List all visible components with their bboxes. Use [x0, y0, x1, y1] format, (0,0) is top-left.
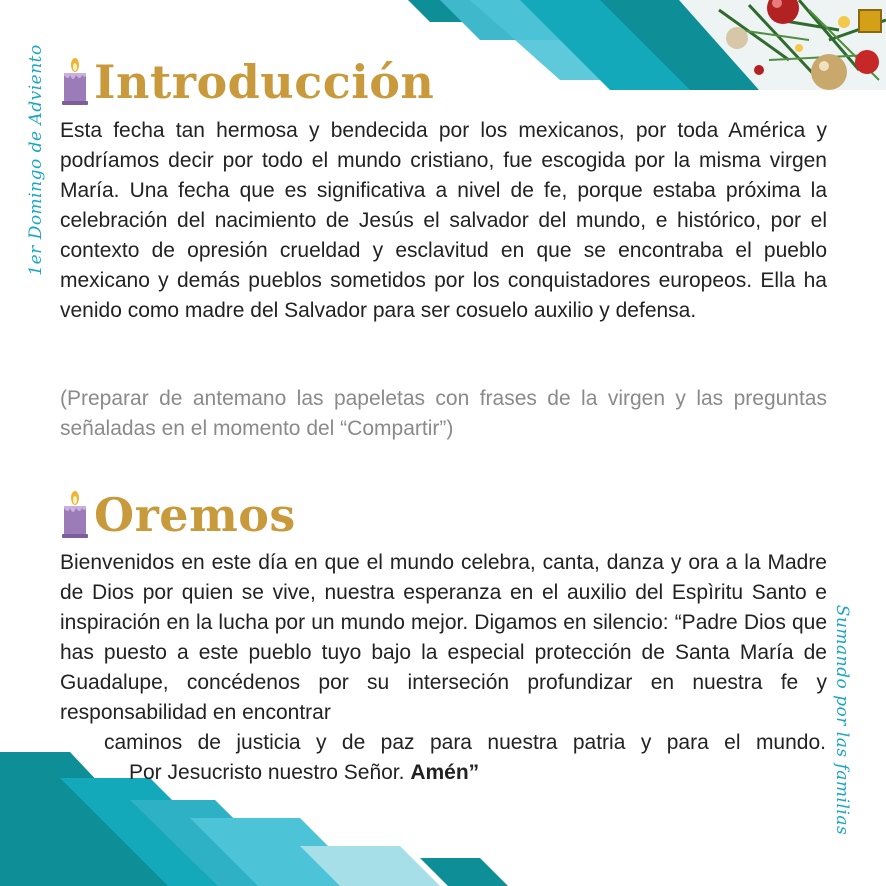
side-label-left: 1er Domingo de Adviento — [26, 44, 46, 276]
amen-text: Amén” — [410, 761, 480, 784]
intro-note: (Preparar de antemano las papeletas con frases de la virgen y las preguntas señaladas en el momento del “Compartir”) — [60, 387, 827, 440]
oremos-heading — [58, 490, 296, 540]
prayer-line: caminos de justicia y de paz para nuestra patria y para el mundo. — [104, 731, 826, 754]
advent-candle-icon — [58, 490, 92, 540]
prayer-closing-text: Por Jesucristo nuestro Señor. — [129, 761, 405, 784]
intro-title: Introducción — [94, 55, 435, 109]
prayer-paragraph: Bienvenidos en este día en que el mundo celebra, canta, danza y ora a la Madre de Dios por quien se vive, nuestra esperanza en el auxilio del Espìritu Santo e inspiración en la lucha por un mundo mejor. Digamos en silencio: “Padre Dios que has puesto a este pueblo tuyo bajo la especial protección de Santa María de Guadalupe, concédenos por su interseción profundizar en nuestra fe y responsabilidad en encontrar — [60, 551, 827, 724]
intro-heading — [58, 57, 434, 107]
side-label-right: Sumando por las familias — [832, 604, 852, 836]
advent-candle-icon — [58, 57, 92, 107]
prayer-closing — [129, 758, 479, 788]
oremos-title: Oremos — [94, 488, 296, 542]
intro-paragraph: Esta fecha tan hermosa y bendecida por los mexicanos, por toda América y podríamos decir por todo el mundo cristiano, fue escogida por la misma virgen María. Una fecha que es significativa a nivel de fe, porque estaba próxima la celebración del nacimiento de Jesús el salvador del mundo, e histórico, por el contexto de opresión crueldad y esclavitud en que se encontraba el pueblo mexicano y demás pueblos sometidos por los conquistadores europeos. Ella ha venido como madre del Salvador para ser cosuelo auxilio y defensa. — [60, 119, 827, 322]
christmas-ornament-image — [679, 0, 886, 90]
